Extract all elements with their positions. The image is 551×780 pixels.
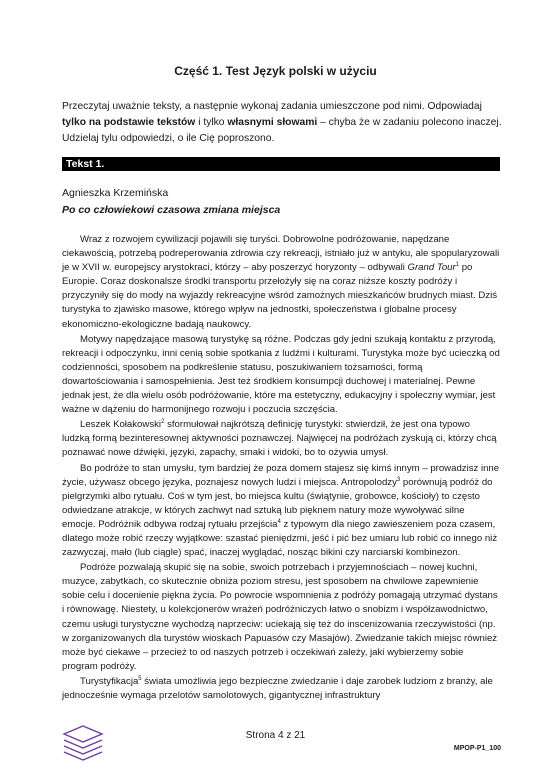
page-title	[0, 64, 551, 78]
section-header: Tekst 1.	[62, 157, 500, 171]
instructions: Przeczytaj uważnie teksty, a następnie wykonaj zadania umieszczone pod nimi. Odpowiadaj tylko na podstawie tekstów i tylko własnymi słowami – chyba że w zadaniu polecono inaczej. Udzielaj tylu odpowiedzi, o ile Cię poproszono.	[62, 101, 502, 144]
document-code: MPOP-P1_100	[453, 745, 501, 752]
paragraph: Bo podróże to stan umysłu, tym bardziej że poza domem stajesz się kimś innym – prowadzisz inne życie, używasz obcego języka, poznajesz nowych ludzi i miejsca. Antropolodzy$^3$ porównują podróż do pielgrzymki albo rytuału. Coś w tym jest, bo miejsca kultu (świątynie, grobowce, kościoły) to często odwiedzane atrakcje, w których zachwyt nad sztuką lub pięknem natury może wywoływać silne emocje. Podróżnik odbywa rodzaj rytuału przejścia$^4$ z typowym dla niego zawieszeniem poza czasem, dlatego może robić rzeczy wyjątkowe: szastać pieniędzmi, jeść i pić bez umiaru lub robić co innego niż zazwyczaj, mało (lub ciągle) spać, inaczej wyglądać, nosząc bikini czy narciarski kombinezon.	[62, 462, 500, 559]
paragraph: Motywy napędzające masową turystykę są różne. Podczas gdy jedni szukają kontaktu z przyrodą, rekreacji i odpoczynku, inni cenią sobie spotkania z ludźmi i kulturami. Turystyka może być ucieczką od codzienności, sposobem na podkreślenie statusu, poszukiwaniem tożsamości, formą dowartościowania i samospełnienia. Jest też środkiem konsumpcji duchowej i materialnej. Pewne jednak jest, że dla wielu osób podróżowanie, które ma estetyczny, edukacyjny i społeczny wymiar, jest ważne w dążeniu do harmonijnego rozwoju i poczucia szczęścia.	[62, 333, 500, 416]
paragraph: Podróże pozwalają skupić się na sobie, swoich potrzebach i przyjemnościach – nowej kuchni, muzyce, zabytkach, co skutecznie obniża poziom stresu, jest sposobem na chwilowe zapewnienie sobie celu i docenienie piękna życia. Po powrocie wspomnienia z podróży pomagają utrzymać dystans i równowagę. Niestety, u kolekcjonerów wrażeń podróżniczych łatwo o snobizm i współzawodnictwo, czemu usługi turystyczne wychodzą naprzeciw: uciekają się też do inscenizowania rzeczywistości (np. w zorganizowanych dla turystów wioskach Papuasów czy Masajów). Zwiedzanie takich miejsc również może być ciekawe – przecież to od naszych potrzeb i oczekiwań zależy, jaki wybierzemy sobie program podróży.	[62, 562, 498, 672]
article-author: Agnieszka Krzemińska	[62, 187, 169, 199]
title-text: Część 1. Test Język polski w użyciu	[174, 64, 377, 78]
paragraph: Leszek Kołakowski$^2$ sformułował najkrótszą definicję turystyki: stwierdził, że jest ona typowo ludzką formą bezinteresownej aktywności poznawczej. Najwięcej na podróżach zyskują ci, którzy chcą poznawać nowe dźwięki, języki, zapachy, smaki i widoki, bo to ożywia umysł.	[62, 419, 497, 459]
article-title: Po co człowiekowi czasowa zmiana miejsca	[62, 204, 281, 216]
paragraph: Turystyfikacja$^5$ świata umożliwia jego bezpieczne zwiedzanie i daje zarobek ludziom z branży, ale jednocześnie wymaga przelotów samolotowych, gigantycznej infrastruktury	[62, 675, 493, 701]
article-body	[62, 233, 500, 704]
paragraph: Wraz z rozwojem cywilizacji pojawili się turyści. Dobrowolne podróżowanie, napędzane ciekawością, potrzebą podreperowania zdrowia czy rekreacji, istniało już w antyku, ale spopularyzowali je w XVII w. europejscy arystokraci, którzy – aby poszerzyć horyzonty – odbywali Grand Tour$^1$ po Europie. Coraz doskonalsze środki transportu przełożyły się na coraz niższe koszty podróży i przyczyniły się do mody na wyjazdy rekreacyjne wśród zamożnych mieszkańców brudnych miast. Dziś turystyka to zjawisko masowe, którego wpływ na jednostki, społeczeństwa i globalne procesy ekonomiczno-ekologiczne badają naukowcy.	[62, 234, 500, 330]
page-number: Strona 4 z 21	[245, 730, 306, 741]
publisher-logo	[60, 722, 106, 762]
